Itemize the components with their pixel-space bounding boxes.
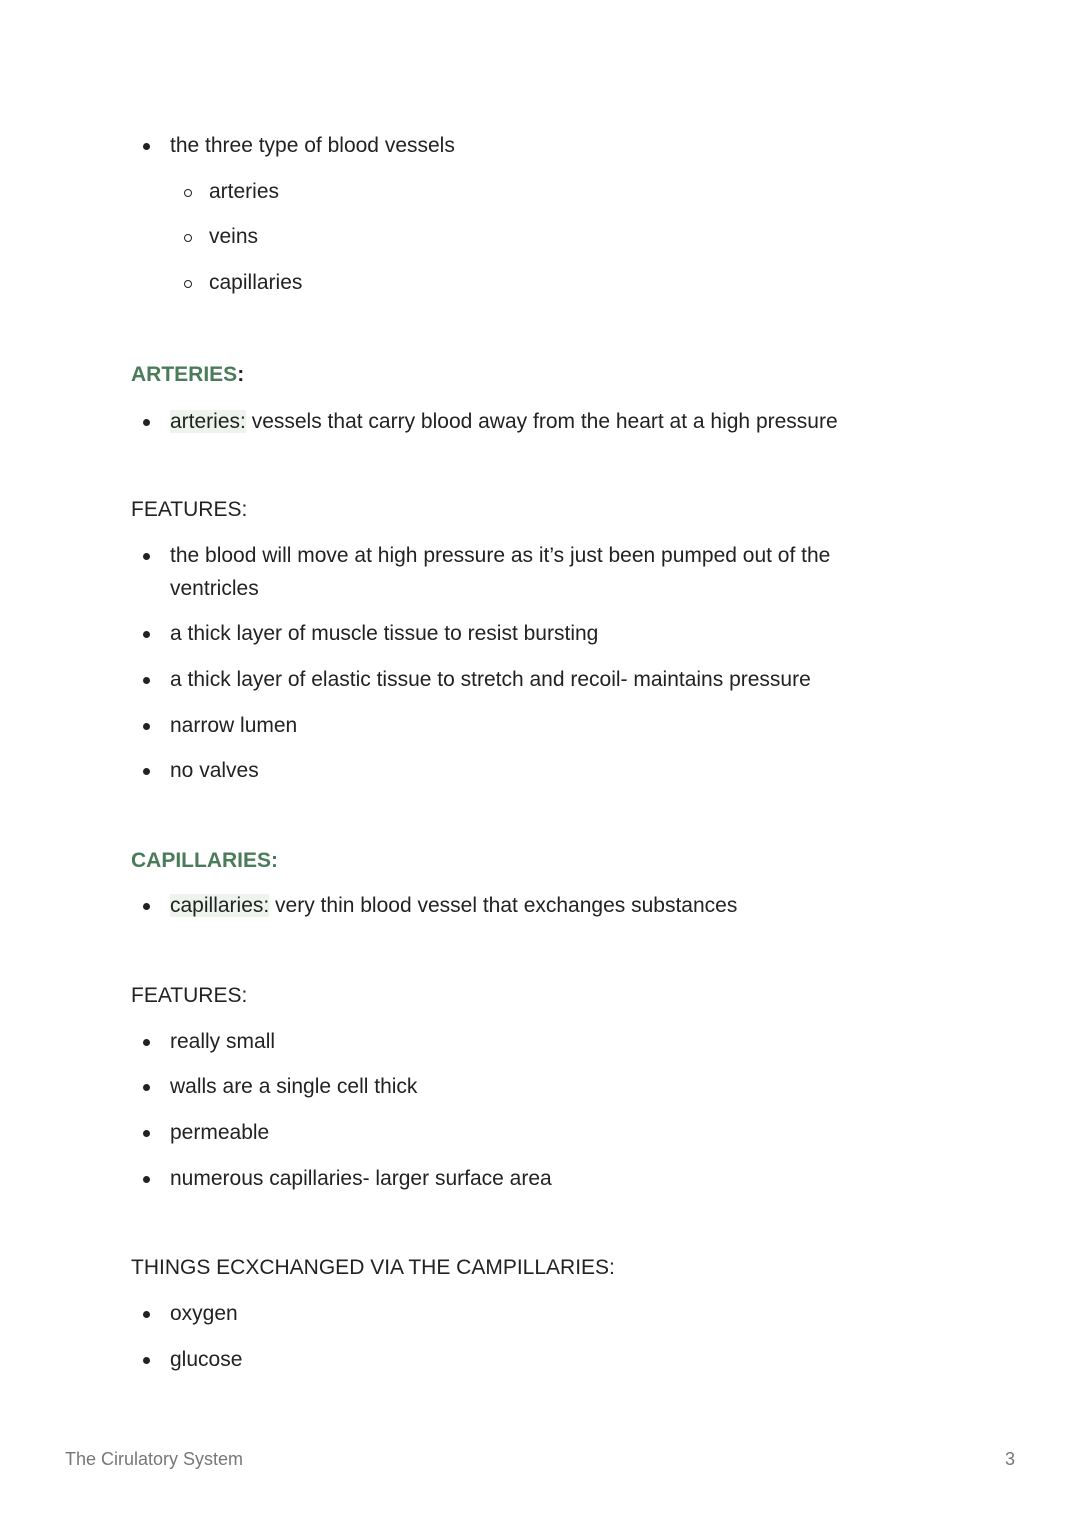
- bullet-icon: [143, 903, 150, 910]
- list-item: narrow lumen: [170, 714, 298, 737]
- list-item: walls are a single cell thick: [170, 1075, 418, 1098]
- list-item: the blood will move at high pressure as it’s just been pumped out of the: [170, 544, 831, 567]
- definition-term: capillaries:: [170, 894, 270, 917]
- list-item: a thick layer of elastic tissue to stretch and recoil- maintains pressure: [170, 668, 811, 691]
- bullet-icon: [143, 677, 150, 684]
- sub-list-item: arteries: [209, 180, 280, 203]
- circle-bullet-icon: [184, 234, 192, 242]
- capillaries-heading: CAPILLARIES:: [131, 849, 278, 872]
- bullet-icon: [143, 1039, 150, 1046]
- arteries-heading-colon: :: [237, 363, 245, 386]
- definition-text: very thin blood vessel that exchanges substances: [269, 894, 738, 917]
- bullet-icon: [143, 1176, 150, 1183]
- bullet-icon: [143, 1084, 150, 1091]
- list-item: numerous capillaries- larger surface area: [170, 1167, 552, 1190]
- bullet-icon: [143, 631, 150, 638]
- bullet-icon: [143, 1357, 150, 1364]
- list-item: glucose: [170, 1348, 243, 1371]
- bullet-icon: [143, 143, 150, 150]
- list-item-continuation: ventricles: [170, 577, 259, 600]
- footer-title: The Cirulatory System: [65, 1449, 244, 1469]
- list-item: no valves: [170, 759, 259, 782]
- definition-text: vessels that carry blood away from the heart at a high pressure: [245, 410, 838, 433]
- arteries-heading-text: ARTERIES: [131, 363, 238, 386]
- bullet-icon: [143, 553, 150, 560]
- list-item: a thick layer of muscle tissue to resist bursting: [170, 622, 599, 645]
- features-heading: FEATURES:: [131, 498, 248, 521]
- bullet-icon: [143, 419, 150, 426]
- list-item: permeable: [170, 1121, 270, 1144]
- list-item: oxygen: [170, 1302, 238, 1325]
- circle-bullet-icon: [184, 280, 192, 288]
- features-heading: FEATURES:: [131, 984, 248, 1007]
- list-item: really small: [170, 1030, 276, 1053]
- capillaries-definition: [170, 890, 737, 922]
- page-number: 3: [1004, 1449, 1015, 1469]
- arteries-definition: [170, 406, 838, 438]
- sub-list-item: capillaries: [209, 271, 303, 294]
- bullet-icon: [143, 723, 150, 730]
- arteries-heading: [131, 363, 244, 387]
- exchanged-heading: THINGS ECXCHANGED VIA THE CAMPILLARIES:: [131, 1256, 615, 1279]
- bullet-icon: [143, 1311, 150, 1318]
- circle-bullet-icon: [184, 189, 192, 197]
- definition-term: arteries:: [170, 410, 246, 433]
- bullet-icon: [143, 768, 150, 775]
- sub-list-item: veins: [209, 225, 259, 248]
- bullet-icon: [143, 1130, 150, 1137]
- list-item: the three type of blood vessels: [170, 134, 455, 157]
